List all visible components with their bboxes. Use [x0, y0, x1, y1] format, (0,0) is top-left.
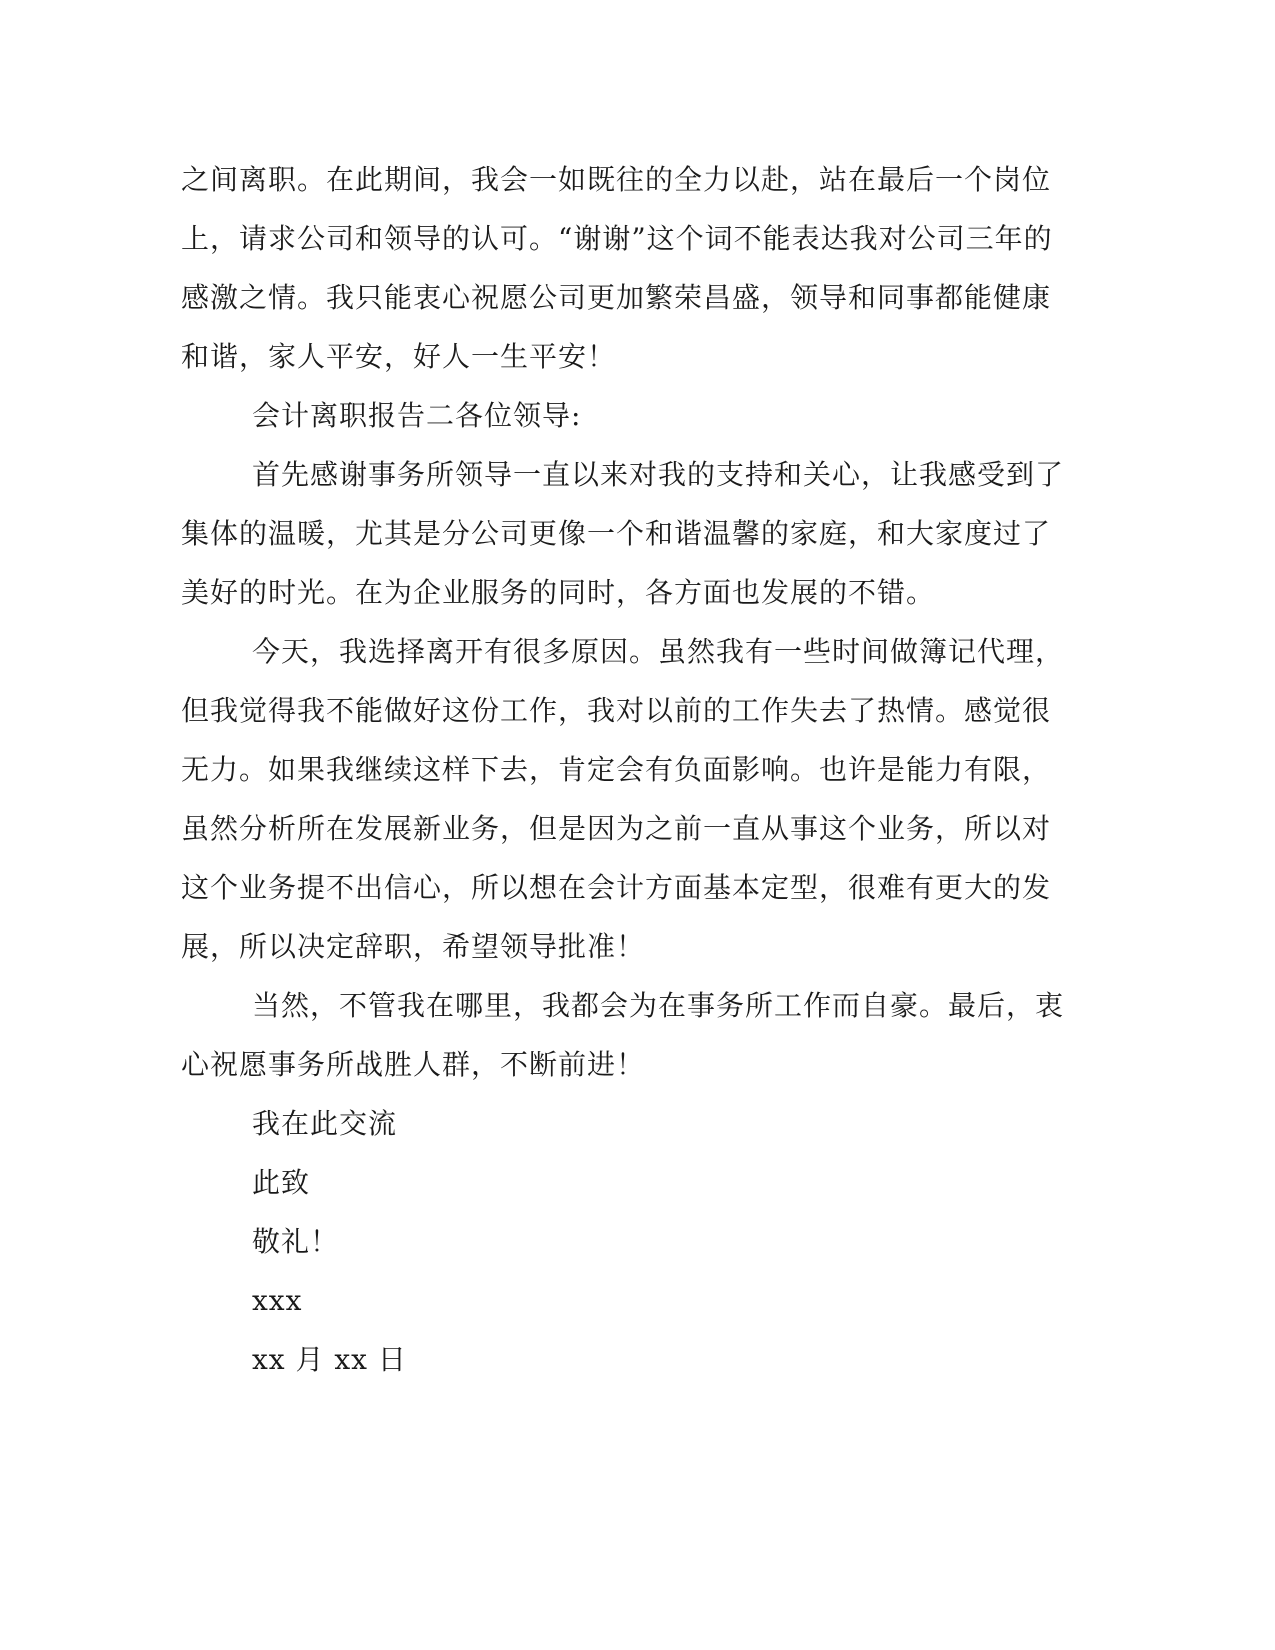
- paragraph-line: 之间离职。在此期间，我会一如既往的全力以赴，站在最后一个岗位: [181, 163, 1052, 196]
- paragraph-line: 今天，我选择离开有很多原因。虽然我有一些时间做簿记代理，: [252, 635, 1065, 668]
- section-heading: 会计离职报告二各位领导:: [252, 399, 582, 432]
- paragraph-line: 美好的时光。在为企业服务的同时，各方面也发展的不错。: [181, 576, 936, 609]
- paragraph-line: 虽然分析所在发展新业务，但是因为之前一直从事这个业务，所以对: [181, 812, 1052, 845]
- salutation-line: 敬礼！: [252, 1225, 340, 1258]
- paragraph-line: 展，所以决定辞职，希望领导批准！: [181, 930, 646, 963]
- paragraph-line: 感激之情。我只能衷心祝愿公司更加繁荣昌盛，领导和同事都能健康: [181, 281, 1052, 314]
- salutation-line: 此致: [252, 1166, 311, 1199]
- paragraph-line: 上，请求公司和领导的认可。“谢谢”这个词不能表达我对公司三年的: [181, 222, 1053, 255]
- paragraph-line: 集体的温暖，尤其是分公司更像一个和谐温馨的家庭，和大家度过了: [181, 517, 1052, 550]
- paragraph-line: 和谐，家人平安，好人一生平安！: [181, 340, 617, 373]
- paragraph-line: 但我觉得我不能做好这份工作，我对以前的工作失去了热情。感觉很: [181, 694, 1052, 727]
- closing-line: 我在此交流: [252, 1107, 398, 1140]
- paragraph-line: 无力。如果我继续这样下去，肯定会有负面影响。也许是能力有限，: [181, 753, 1052, 786]
- paragraph-line: 当然，不管我在哪里，我都会为在事务所工作而自豪。最后，衷: [252, 989, 1065, 1022]
- paragraph-line: 首先感谢事务所领导一直以来对我的支持和关心，让我感受到了: [252, 458, 1065, 491]
- paragraph-line: 这个业务提不出信心，所以想在会计方面基本定型，很难有更大的发: [181, 871, 1052, 904]
- paragraph-line: 心祝愿事务所战胜人群，不断前进！: [181, 1048, 646, 1081]
- signature-name: xxx: [252, 1284, 303, 1317]
- signature-date: xx 月 xx 日: [252, 1343, 407, 1376]
